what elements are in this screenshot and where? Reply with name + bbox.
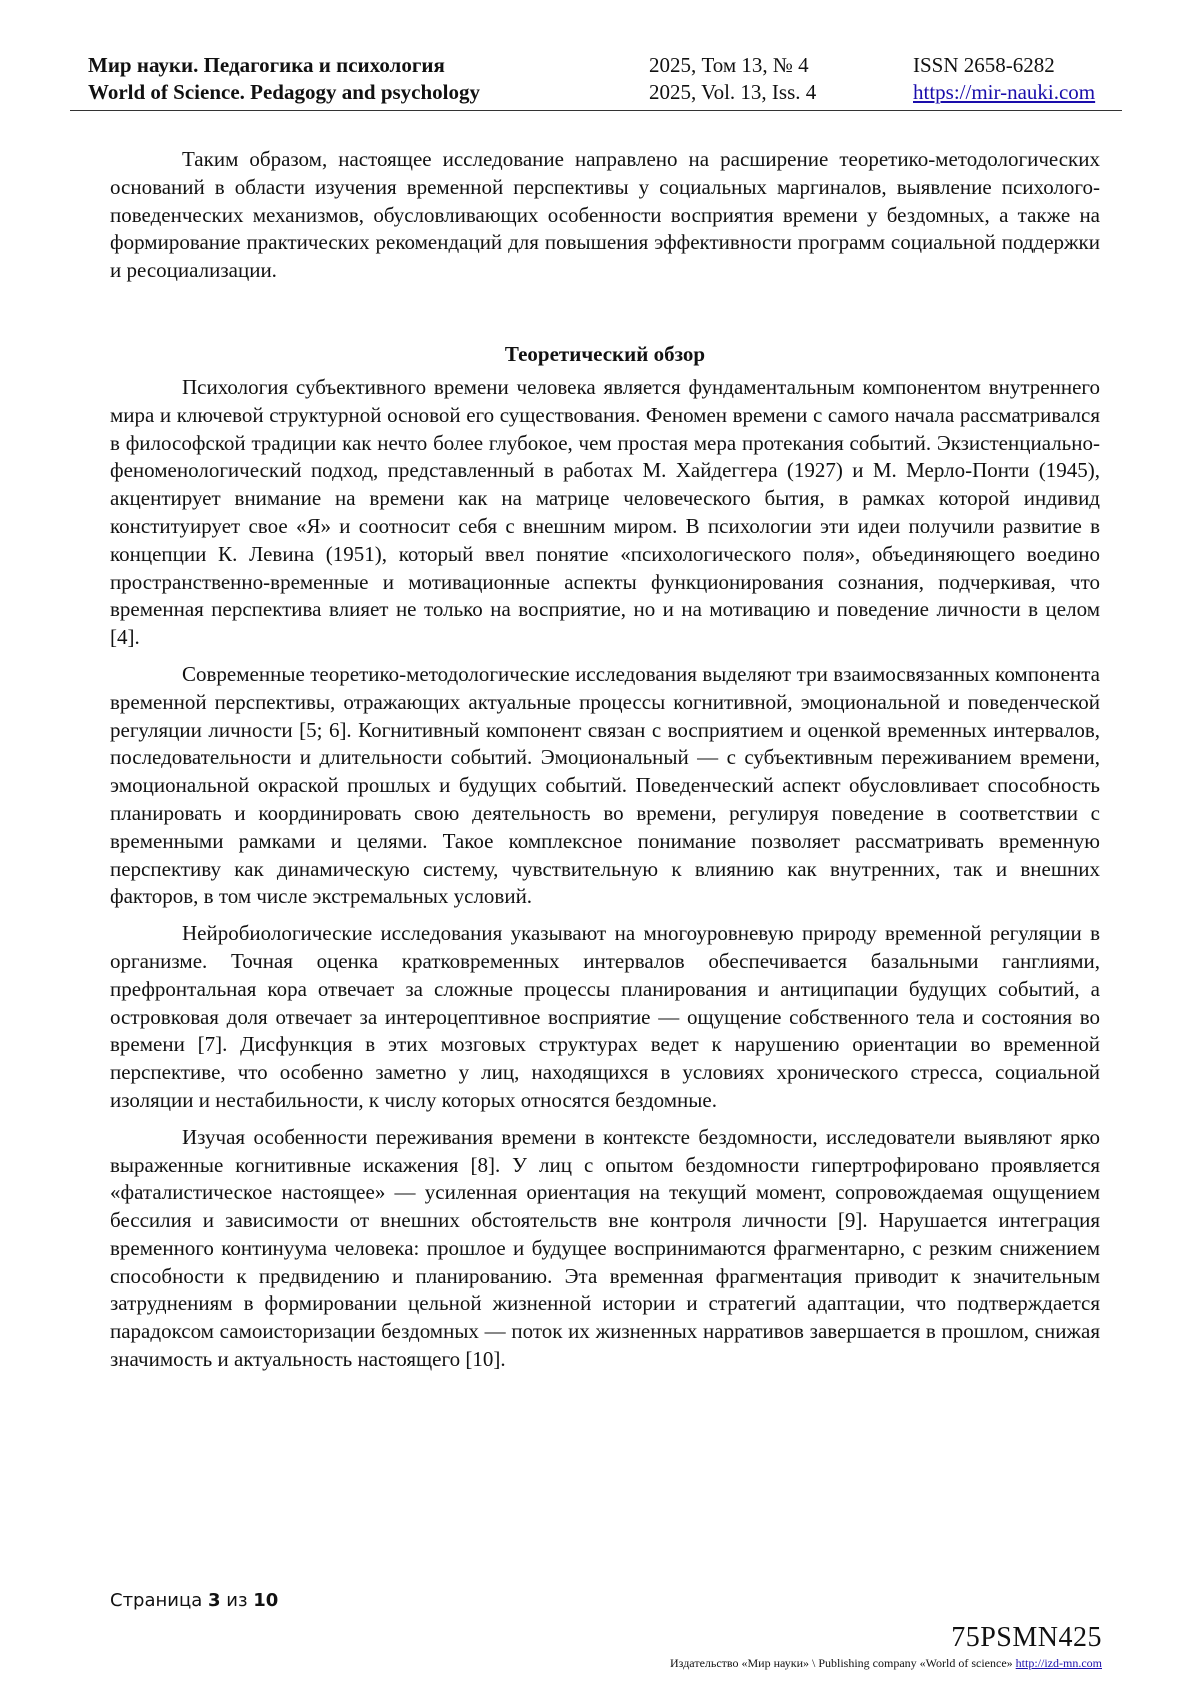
paragraph-intro-conclusion: Таким образом, настоящее исследование направлено на расширение теоретико-методологических оснований в области изучения временной перспективы у социальных маргиналов, выявление психолого-поведенческих механизмов, обусловливающих особенности восприятия времени у бездомных, а также на формирование практических рекомендаций для повышения эффективности программ социальной поддержки и ресоциализации. — [110, 147, 1100, 283]
paragraph-subjective-time: Психология субъективного времени человека является фундаментальным компонентом внутреннего мира и ключевой структурной основой его существования. Феномен времени с самого начала рассматривался в философской традиции как нечто более глубокое, чем простая мера протекания событий. Экзистенциально-феноменологический подход, представленный в работах М. Хайдеггера (1927) и М. Мерло-Понти (1945), акцентирует внимание на времени как на матрице человеческого бытия, в рамках которой индивид конституирует свое «Я» и соотносит себя с внешним миром. В психологии эти идеи получили развитие в концепции К. Левина (1951), который ввел понятие «психологического поля», объединяющего воедино пространственно-временные и мотивационные аспекты функционирования сознания, подчеркивая, что временная перспектива влияет не только на восприятие, но и на мотивацию и поведение личности в целом [4]. — [110, 374, 1100, 650]
article-body — [110, 146, 1100, 1383]
journal-url-link[interactable]: https://mir-nauki.com — [913, 80, 1096, 104]
page-number — [110, 1590, 278, 1611]
paragraph-components: Современные теоретико-методологические исследования выделяют три взаимосвязанных компонента временной перспективы, отражающих актуальные процессы когнитивной, эмоциональной и поведенческой регуляции личности [5; 6]. Когнитивный компонент связан с восприятием и оценкой временных интервалов, последовательности и длительности событий. Эмоциональный — с субъективным переживанием времени, эмоциональной окраской прошлых и будущих событий. Поведенческий аспект обусловливает способность планировать и координировать свою деятельность во времени, регулируя поведение в соответствии с временными рамками и целями. Такое комплексное понимание позволяет рассматривать временную перспективу как динамическую систему, чувствительную к влиянию как внутренних, так и внешних факторов, в том числе экстремальных условий. — [110, 661, 1100, 909]
section-title: Теоретический обзор — [504, 341, 706, 366]
paragraph-neurobiology: Нейробиологические исследования указывают на многоуровневую природу временной регуляции в организме. Точная оценка кратковременных интервалов обеспечивается базальными ганглиями, префронтальная кора отвечает за сложные процессы планирования и антиципации будущих событий, а островковая доля отвечает за интероцептивное восприятие — ощущение собственного тела и состояния во времени [7]. Дисфункция в этих мозговых структурах ведет к нарушению ориентации во временной перспективе, что особенно заметно у лиц, находящихся в условиях хронического стресса, социальной изоляции и нестабильности, к числу которых относятся бездомные. — [110, 921, 1100, 1112]
journal-title-ru: Мир науки. Педагогика и психология — [88, 53, 445, 77]
paragraph-homelessness: Изучая особенности переживания времени в контексте бездомности, исследователи выявляют ярко выраженные когнитивные искажения [8]. У лиц с опытом бездомности гипертрофировано проявляется «фаталистическое настоящее» — усиленная ориентация на текущий момент, сопровождаемая ощущением бессилия и зависимости от внешних обстоятельств вне контроля личности [9]. Нарушается интеграция временного континуума человека: прошлое и будущее воспринимаются фрагментарно, с резким снижением способности к предвидению и планированию. Эта временная фрагментация приводит к значительным затруднениям в формировании цельной жизненной истории и стратегий адаптации, что подтверждается парадоксом самоисторизации бездомных — поток их жизненных нарративов завершается в прошлом, снижая значимость и актуальность настоящего [10]. — [110, 1124, 1100, 1372]
issn: ISSN 2658-6282 — [913, 53, 1055, 77]
publisher-text: Издательство «Мир науки» \ Publishing company «World of science» — [670, 1656, 1013, 1670]
volume-ru: 2025, Том 13, № 4 — [649, 53, 809, 77]
volume-block — [649, 52, 816, 106]
volume-en: 2025, Vol. 13, Iss. 4 — [649, 80, 817, 104]
publisher-line — [670, 1656, 1102, 1671]
page-current: 3 — [208, 1590, 221, 1611]
journal-title-block — [88, 52, 480, 106]
journal-title-en: World of Science. Pedagogy and psychology — [88, 80, 481, 104]
page-word: Страница — [110, 1590, 203, 1611]
issn-block — [913, 52, 1095, 106]
article-code: 75PSMN425 — [951, 1622, 1102, 1653]
page-of: из — [226, 1590, 248, 1611]
page-total: 10 — [253, 1590, 279, 1611]
publisher-url-link[interactable]: http://izd-mn.com — [1015, 1656, 1102, 1670]
page-header — [70, 52, 1122, 111]
